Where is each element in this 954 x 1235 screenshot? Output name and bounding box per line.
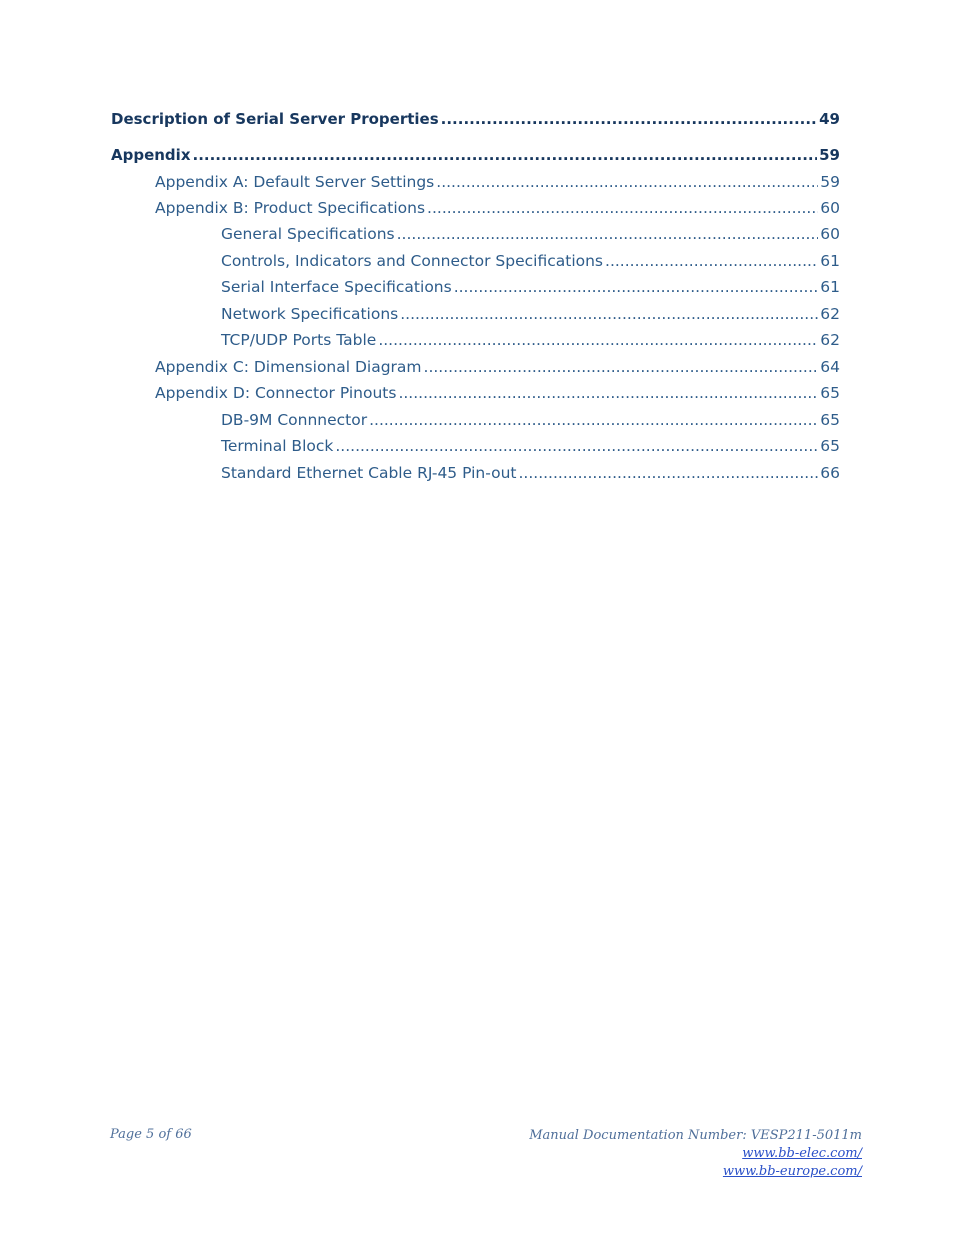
toc-entry-page: 64	[820, 358, 840, 376]
toc-entry-page: 65	[820, 411, 840, 429]
toc-entry-label: TCP/UDP Ports Table	[221, 331, 377, 349]
toc-entry-page: 61	[820, 252, 840, 270]
toc-entry-general-specifications[interactable]	[221, 224, 840, 244]
toc-leader-dots	[369, 410, 818, 430]
toc-entry-ethernet-cable-pinout[interactable]	[221, 463, 840, 483]
toc-entry-label: Terminal Block	[221, 437, 334, 455]
toc-entry-appendix-b[interactable]	[155, 198, 840, 218]
toc-leader-dots	[193, 145, 818, 165]
toc-entry-network-specifications[interactable]	[221, 304, 840, 324]
toc-leader-dots	[441, 109, 817, 129]
toc-leader-dots	[605, 251, 818, 271]
toc-entry-serial-server-properties[interactable]	[111, 109, 840, 129]
toc-entry-label: DB-9M Connnector	[221, 411, 368, 429]
toc-entry-page: 65	[820, 437, 840, 455]
toc-entry-page: 60	[820, 199, 840, 217]
toc-leader-dots	[454, 277, 819, 297]
toc-entry-page: 59	[819, 146, 840, 164]
footer-link-bb-elec[interactable]: www.bb-elec.com/	[742, 1146, 862, 1161]
toc-entry-page: 62	[820, 331, 840, 349]
toc-entry-label: Appendix D: Connector Pinouts	[155, 384, 397, 402]
toc-entry-page: 66	[820, 464, 840, 482]
toc-entry-appendix[interactable]	[111, 145, 840, 165]
toc-entry-label: Standard Ethernet Cable RJ-45 Pin-out	[221, 464, 517, 482]
toc-entry-page: 61	[820, 278, 840, 296]
toc-entry-db9m-connector[interactable]	[221, 410, 840, 430]
toc-entry-label: Appendix C: Dimensional Diagram	[155, 358, 422, 376]
toc-entry-label: Appendix A: Default Server Settings	[155, 173, 435, 191]
toc-entry-appendix-d[interactable]	[155, 383, 840, 403]
footer-doc-info	[529, 1127, 862, 1181]
footer-doc-number: Manual Documentation Number: VESP211-5011m	[529, 1128, 862, 1143]
toc-entry-serial-interface[interactable]	[221, 277, 840, 297]
toc-entry-tcp-udp-ports[interactable]	[221, 330, 840, 350]
toc-entry-page: 62	[820, 305, 840, 323]
toc-entry-terminal-block[interactable]	[221, 436, 840, 456]
toc-entry-page: 65	[820, 384, 840, 402]
toc-entry-label: General Specifications	[221, 225, 395, 243]
toc-entry-label: Description of Serial Server Properties	[111, 110, 439, 128]
toc-entry-label: Serial Interface Specifications	[221, 278, 452, 296]
toc-entry-label: Appendix B: Product Specifications	[155, 199, 426, 217]
toc-leader-dots	[378, 330, 818, 350]
toc-leader-dots	[424, 357, 819, 377]
footer-page-number: Page 5 of 66	[110, 1127, 192, 1142]
toc-entry-label: Controls, Indicators and Connector Specifications	[221, 252, 604, 270]
toc-entry-appendix-a[interactable]	[155, 172, 840, 192]
toc-entry-label: Appendix	[111, 146, 191, 164]
toc-entry-page: 60	[820, 225, 840, 243]
toc-entry-controls-indicators[interactable]	[221, 251, 840, 271]
toc-leader-dots	[436, 172, 818, 192]
toc-leader-dots	[519, 463, 819, 483]
toc-entry-appendix-c[interactable]	[155, 357, 840, 377]
toc-entry-page: 59	[820, 173, 840, 191]
toc-entry-label: Network Specifications	[221, 305, 399, 323]
toc-leader-dots	[397, 224, 819, 244]
footer-link-bb-europe[interactable]: www.bb-europe.com/	[722, 1164, 862, 1179]
toc-leader-dots	[427, 198, 818, 218]
toc-leader-dots	[335, 436, 818, 456]
toc-entry-page: 49	[819, 110, 840, 128]
toc-leader-dots	[398, 383, 818, 403]
toc-leader-dots	[400, 304, 818, 324]
